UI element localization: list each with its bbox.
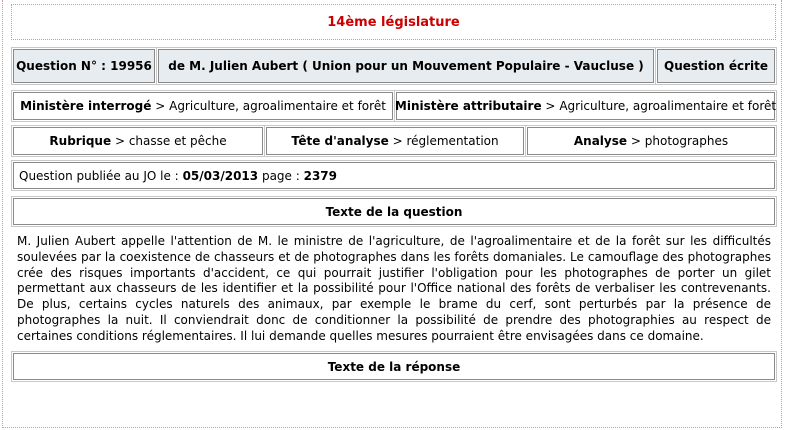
legislature-banner [11,4,776,40]
question-header-row [13,49,775,83]
analyse: Analyse > photographes [527,127,775,155]
question-text-header: Texte de la question [13,198,775,225]
question-author: de M. Julien Aubert ( Union pour un Mouvement Populaire - Vaucluse ) [158,49,654,83]
question-text-body: M. Julien Aubert appelle l'attention de M. le ministre de l'agriculture, de l'agroalimentaire et de la forêt sur les difficultés soulevées par la coexistence de chasseurs et de photographes dans les forêts domaniales. Le camouflage des photographes crée des risques importants d'accident, ce qui pourrait justifier l'obligation pour les photographes de porter un gilet permettant aux chasseurs de les identifier et la possibilité pour l'Office national des forêts de verbaliser les contrevenants. De plus, certains cycles naturels des animaux, par exemple le brame du cerf, sont perturbés par la présence de photographes la nuit. Il conviendrait donc de conditionner la possibilité de prendre des photographies au respect de certaines conditions réglementaires. Il lui demande quelles mesures pourraient être envisagées dans ce domaine. [17,234,771,343]
ministere-attributaire: Ministère attributaire > Agriculture, agroalimentaire et forêt [396,92,775,120]
rubrique: Rubrique > chasse et pêche [13,127,263,155]
classification-row [13,127,775,155]
tete-analyse: Tête d'analyse > réglementation [266,127,524,155]
ministere-interroge: Ministère interrogé > Agriculture, agroalimentaire et forêt [13,92,393,120]
legislature-title: 14ème législature [327,14,460,30]
ministries-row [13,92,775,120]
publication-date: 05/03/2013 [182,168,259,183]
question-type: Question écrite [657,49,775,83]
publication-page: 2379 [303,168,338,183]
answer-text-header: Texte de la réponse [13,353,775,380]
publication-info: Question publiée au JO le : 05/03/2013 page : 2379 [13,162,775,189]
question-number: Question N° : 19956 [13,49,155,83]
